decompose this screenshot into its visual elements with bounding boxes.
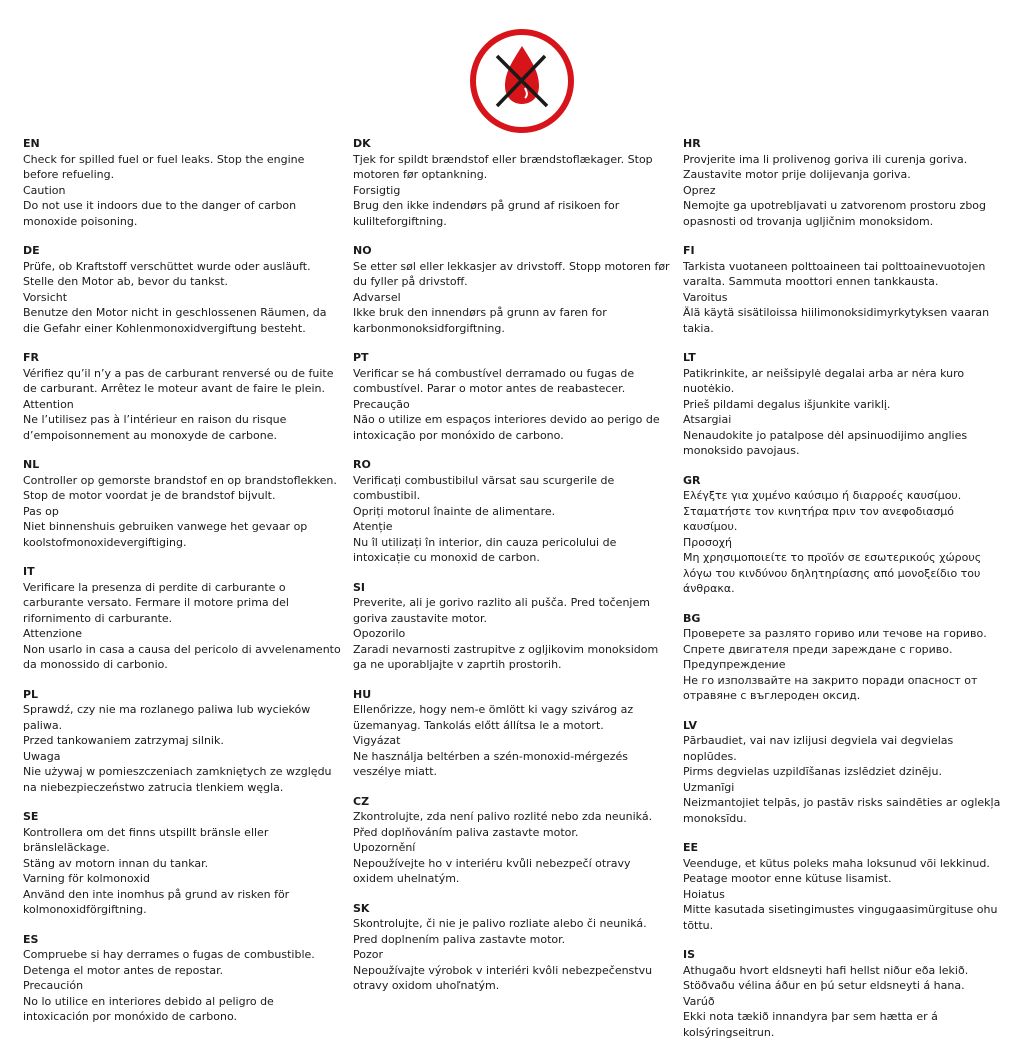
language-code: FI xyxy=(683,244,695,257)
warning-line: Nie używaj w pomieszczeniach zamkniętych ze względu na niebezpieczeństwo zatrucia tlenkiem węgla. xyxy=(23,765,332,794)
warning-line: Advarsel xyxy=(353,290,401,304)
warning-line: Oprez xyxy=(683,183,716,197)
warning-line: Upozornění xyxy=(353,841,416,854)
warning-line: Varoitus xyxy=(683,290,728,304)
warning-line: Do not use it indoors due to the danger of carbon monoxide poisoning. xyxy=(23,199,297,228)
warning-line: Tjek for spildt brændstof eller brændstoflækager. Stop motoren før optankning. xyxy=(353,152,653,181)
language-section-se xyxy=(23,809,343,918)
language-section-es xyxy=(23,932,343,1025)
language-code: NO xyxy=(353,244,372,257)
warning-line: Använd den inte inomhus på grund av risken för kolmonoxidförgiftning. xyxy=(23,887,290,916)
language-code: HU xyxy=(353,687,372,701)
warning-line: Pas op xyxy=(23,504,59,518)
warning-line: Ekki nota tækið innandyra þar sem hætta er á kolsýringseitrun. xyxy=(683,1010,938,1039)
warning-line: Kontrollera om det finns utspillt bränsle eller bränsleläckage. xyxy=(23,825,269,854)
language-section-hu xyxy=(353,687,673,780)
warning-line: Tarkista vuotaneen polttoaineen tai polttoainevuotojen varalta. Sammuta moottori ennen tankkausta. xyxy=(683,259,986,288)
warning-line: Nepoužívajte výrobok v interiéri kvôli nebezpečenstvu otravy oxidom uhoľnatým. xyxy=(353,963,653,992)
warning-line: Verificar se há combustível derramado ou fugas de combustível. Parar o motor antes de reabastecer. xyxy=(353,366,635,395)
warning-line: Skontrolujte, či nie je palivo rozliate alebo či neuniká. Pred doplnením paliva zastavte motor. xyxy=(353,917,647,946)
language-code: PT xyxy=(353,351,369,364)
no-fuel-icon xyxy=(467,26,577,136)
warning-line: Opozorilo xyxy=(353,627,406,640)
language-section-ro xyxy=(353,457,673,566)
warning-line: Zkontrolujte, zda není palivo rozlité nebo zda neuniká. Před doplňováním paliva zastavte motor. xyxy=(353,810,653,839)
warning-line: Provjerite ima li prolivenog goriva ili curenja goriva. Zaustavite motor prije dolijevanja goriva. xyxy=(683,152,968,181)
column-3 xyxy=(683,136,1013,1039)
warning-line: Prieš pildami degalus išjunkite variklį. xyxy=(683,397,891,411)
language-section-bg xyxy=(683,611,1003,704)
warning-line: Pārbaudiet, vai nav izlijusi degviela vai degvielas noplūdes. xyxy=(683,734,954,763)
warning-line: Compruebe si hay derrames o fugas de combustible. Detenga el motor antes de repostar. xyxy=(23,948,315,977)
language-code: IS xyxy=(683,948,696,961)
column-1 xyxy=(23,136,353,1023)
language-section-pt xyxy=(353,350,673,443)
warning-line: Attenzione xyxy=(23,627,82,640)
warning-line: Zaradi nevarnosti zastrupitve z ogljikovim monoksidom ga ne uporabljajte v zaprtih prostorih. xyxy=(353,642,659,671)
language-code: EN xyxy=(23,137,40,150)
language-code: ES xyxy=(23,932,39,946)
warning-line: Mitte kasutada sisetingimustes vingugaasimürgituse ohu tõttu. xyxy=(683,903,998,932)
warning-line: Vigyázat xyxy=(353,734,401,747)
warning-line: Stop de motor voordat je de brandstof bijvult. xyxy=(23,489,276,502)
warning-text-columns xyxy=(23,136,1013,1039)
language-section-lv xyxy=(683,718,1003,827)
language-code: NL xyxy=(23,458,40,471)
warning-line: Pirms degvielas uzpildīšanas izslēdziet dzinēju. xyxy=(683,765,942,778)
warning-line: Nepoužívejte ho v interiéru kvůli nebezpečí otravy oxidem uhelnatým. xyxy=(353,856,631,885)
language-code: GR xyxy=(683,473,701,487)
warning-line: Niet binnenshuis gebruiken vanwege het gevaar op koolstofmonoxidevergiftiging. xyxy=(23,520,308,549)
language-section-de xyxy=(23,243,343,336)
warning-line: Benutze den Motor nicht in geschlossenen Räumen, da die Gefahr einer Kohlenmonoxidvergiftung besteht. xyxy=(23,306,327,335)
language-code: EE xyxy=(683,841,699,854)
language-section-nl xyxy=(23,457,343,550)
warning-line: Проверете за разлято гориво или течове на гориво. Спрете двигателя преди зареждане с гориво. xyxy=(683,627,987,656)
warning-line: Attention xyxy=(23,397,74,411)
language-section-pl xyxy=(23,687,343,796)
language-code: IT xyxy=(23,565,35,578)
warning-line: Opriți motorul înainte de alimentare. xyxy=(353,504,556,518)
warning-line: Non usarlo in casa a causa del pericolo di avvelenamento da monossido di carbonio. xyxy=(23,642,341,671)
warning-line: Athugaðu hvort eldsneyti hafi hellst niður eða lekið. Stöðvaðu vélina áður en þú setur eldsneyti á hana. xyxy=(683,963,969,992)
warning-line: Se etter søl eller lekkasjer av drivstoff. Stopp motoren før du fyller på drivstoff. xyxy=(353,259,670,288)
language-section-cz xyxy=(353,794,673,887)
language-section-fr xyxy=(23,350,343,443)
warning-line: Не го използвайте на закрито поради опасност от отравяне с въглероден оксид. xyxy=(683,673,978,702)
language-section-it xyxy=(23,564,343,673)
warning-line: Предупреждение xyxy=(683,658,786,671)
warning-line: Check for spilled fuel or fuel leaks. Stop the engine before refueling. xyxy=(23,152,305,181)
warning-line: Precaución xyxy=(23,979,84,992)
warning-line: Uwaga xyxy=(23,749,61,763)
language-code: CZ xyxy=(353,794,370,808)
warning-line: Hoiatus xyxy=(683,887,725,901)
language-section-lt xyxy=(683,350,1003,459)
language-code: SE xyxy=(23,810,39,823)
language-section-en xyxy=(23,136,343,229)
warning-line: Verificare la presenza di perdite di carburante o carburante versato. Fermare il motore prima del rifornimento di carburante. xyxy=(23,580,289,625)
warning-line: Atsargiai xyxy=(683,413,732,426)
language-code: BG xyxy=(683,611,701,625)
warning-line: Ne használja beltérben a szén-monoxid-mérgezés veszélye miatt. xyxy=(353,749,629,778)
warning-line: Stäng av motorn innan du tankar. xyxy=(23,856,209,870)
warning-line: Neizmantojiet telpās, jo pastāv risks saindēties ar oglekļa monoksīdu. xyxy=(683,796,1001,825)
warning-line: Älä käytä sisätiloissa hiilimonoksidimyrkytyksen vaaran takia. xyxy=(683,306,990,335)
warning-line: Ελέγξτε για χυμένο καύσιμο ή διαρροές καυσίμου. xyxy=(683,489,962,502)
warning-line: Vorsicht xyxy=(23,290,68,304)
language-code: DE xyxy=(23,244,40,257)
warning-line: Varúð xyxy=(683,994,715,1008)
warning-line: No lo utilice en interiores debido al peligro de intoxicación por monóxido de carbono. xyxy=(23,994,274,1023)
warning-line: Precaução xyxy=(353,397,410,411)
language-section-hr xyxy=(683,136,1003,229)
warning-line: Vérifiez qu’il n’y a pas de carburant renversé ou de fuite de carburant. Arrêtez le moteur avant de faire le plein. xyxy=(23,366,334,395)
warning-line: Ellenőrizze, hogy nem-e ömlött ki vagy szivárog az üzemanyag. Tankolás előtt állítsa le a motort. xyxy=(353,703,634,732)
warning-line: Brug den ikke indendørs på grund af risikoen for kulilteforgiftning. xyxy=(353,199,620,228)
warning-line: Przed tankowaniem zatrzymaj silnik. xyxy=(23,734,224,747)
language-code: HR xyxy=(683,137,701,150)
language-code: DK xyxy=(353,137,371,150)
column-2 xyxy=(353,136,683,1016)
warning-line: Nenaudokite jo patalpose dėl apsinuodijimo anglies monoksido pavojaus. xyxy=(683,428,968,457)
warning-line: Pozor xyxy=(353,948,383,961)
language-section-ee xyxy=(683,840,1003,933)
warning-line: Veenduge, et kütus poleks maha loksunud või lekkinud. Peatage mootor enne kütuse lisamist. xyxy=(683,856,990,885)
language-section-si xyxy=(353,580,673,673)
warning-line: Caution xyxy=(23,183,66,197)
language-section-sk xyxy=(353,901,673,994)
language-section-dk xyxy=(353,136,673,229)
warning-line: Ne l’utilisez pas à l’intérieur en raison du risque d’empoisonnement au monoxyde de carbone. xyxy=(23,413,287,442)
language-code: SI xyxy=(353,580,366,594)
language-code: LV xyxy=(683,718,698,732)
warning-line: Μη χρησιμοποιείτε το προϊόν σε εσωτερικούς χώρους λόγω του κινδύνου δηλητηρίασης από μονοξείδιο του άνθρακα. xyxy=(683,551,982,595)
language-section-fi xyxy=(683,243,1003,336)
language-code: LT xyxy=(683,351,696,364)
warning-line: Preverite, ali je gorivo razlito ali pušča. Pred točenjem goriva zaustavite motor. xyxy=(353,596,650,625)
warning-line: Controller op gemorste brandstof en op brandstoflekken. xyxy=(23,473,337,487)
warning-line: Uzmanīgi xyxy=(683,780,735,794)
language-section-is xyxy=(683,947,1003,1040)
language-section-gr xyxy=(683,473,1003,597)
language-code: FR xyxy=(23,351,39,364)
language-code: SK xyxy=(353,901,370,915)
warning-line: Não o utilize em espaços interiores devido ao perigo de intoxicação por monóxido de carbono. xyxy=(353,413,660,442)
warning-line: Forsigtig xyxy=(353,183,401,197)
warning-line: Verificați combustibilul vărsat sau scurgerile de combustibil. xyxy=(353,473,615,502)
warning-line: Patikrinkite, ar neišsipylė degalai arba ar nėra kuro nuotėkio. xyxy=(683,366,965,395)
language-code: PL xyxy=(23,687,39,701)
warning-line: Nu îl utilizați în interior, din cauza pericolului de intoxicație cu monoxid de carbon. xyxy=(353,535,617,564)
language-code: RO xyxy=(353,458,371,471)
language-section-no xyxy=(353,243,673,336)
warning-line: Ikke bruk den innendørs på grunn av faren for karbonmonoksidforgiftning. xyxy=(353,306,607,335)
warning-line: Prüfe, ob Kraftstoff verschüttet wurde oder ausläuft. Stelle den Motor ab, bevor du tankst. xyxy=(23,259,311,288)
warning-line: Sprawdź, czy nie ma rozlanego paliwa lub wycieków paliwa. xyxy=(23,703,311,732)
warning-line: Atenție xyxy=(353,520,393,533)
warning-line: Σταματήστε τον κινητήρα πριν τον ανεφοδιασμό καυσίμου. xyxy=(683,504,955,533)
warning-line: Προσοχή xyxy=(683,535,733,549)
warning-line: Nemojte ga upotrebljavati u zatvorenom prostoru zbog opasnosti od trovanja ugljičnim monoksidom. xyxy=(683,199,987,228)
warning-line: Varning för kolmonoxid xyxy=(23,872,150,885)
